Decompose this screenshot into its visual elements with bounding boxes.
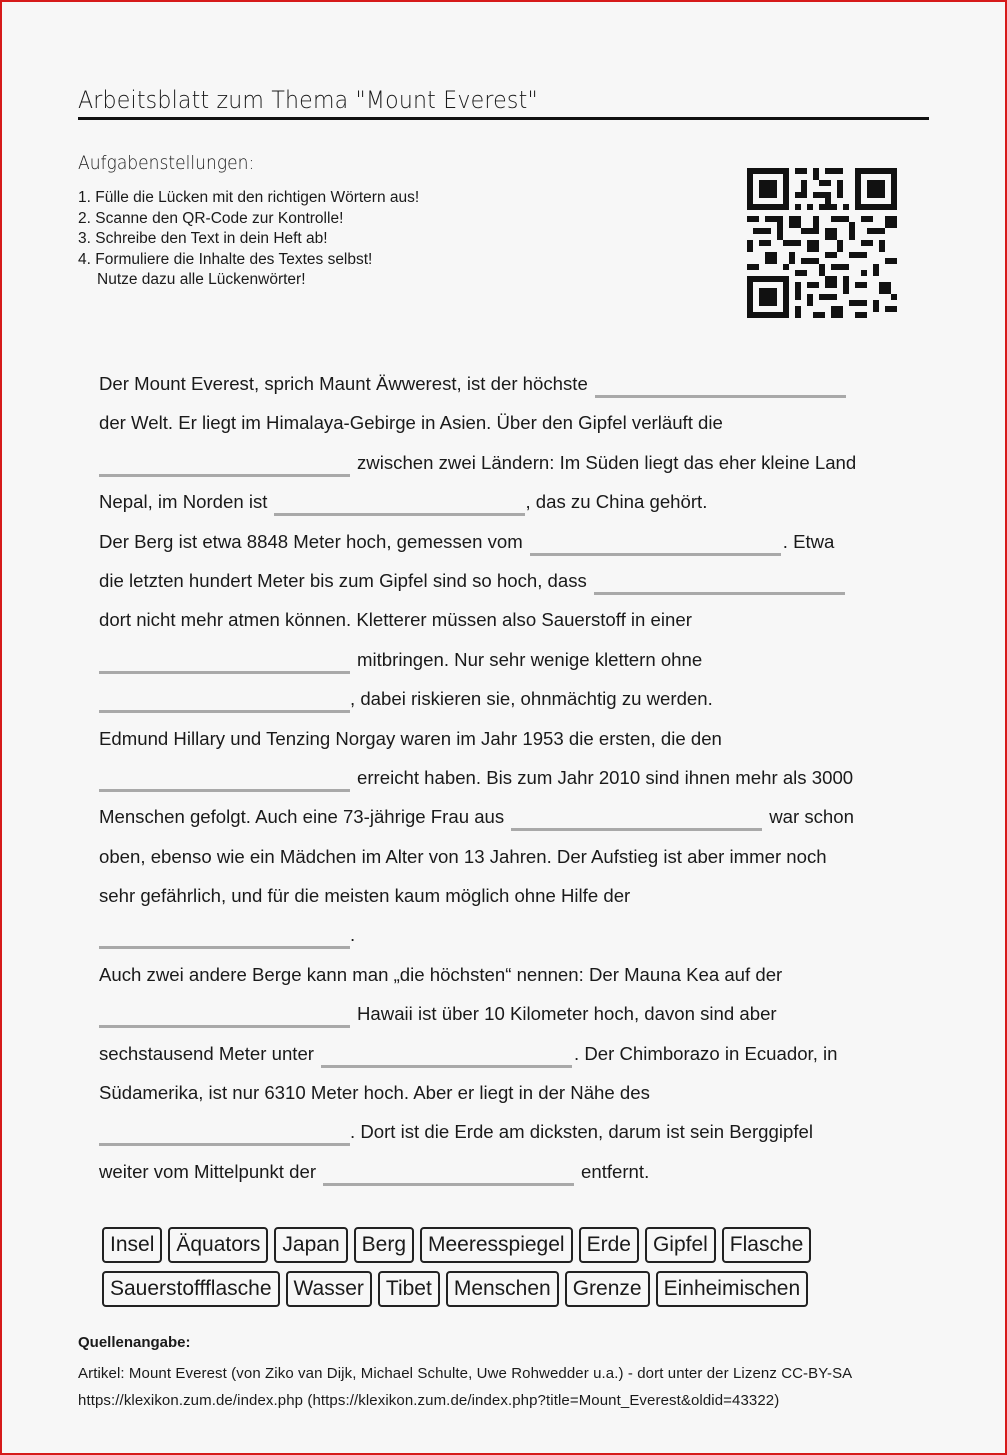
- page-title: Arbeitsblatt zum Thema "Mount Everest": [78, 86, 538, 114]
- text-line: erreicht haben. Bis zum Jahr 2010 sind ihnen mehr als 3000: [99, 762, 919, 801]
- text-line: Südamerika, ist nur 6310 Meter hoch. Aber er liegt in der Nähe des: [99, 1082, 650, 1104]
- task-list: [78, 188, 419, 291]
- source-heading: Quellenangabe:: [78, 1334, 191, 1351]
- word-chip[interactable]: Sauerstoffflasche: [102, 1271, 280, 1307]
- word-chip[interactable]: Flasche: [722, 1227, 812, 1263]
- text-line: sechstausend Meter unter . Der Chimborazo in Ecuador, in: [99, 1038, 919, 1077]
- word-chip[interactable]: Grenze: [565, 1271, 650, 1307]
- text-line: dort nicht mehr atmen können. Kletterer müssen also Sauerstoff in einer: [99, 609, 692, 631]
- blank-field[interactable]: [321, 1041, 572, 1068]
- cloze-text: [99, 368, 919, 1195]
- text-line: Hawaii ist über 10 Kilometer hoch, davon sind aber: [99, 998, 919, 1037]
- word-chip[interactable]: Meeresspiegel: [420, 1227, 573, 1263]
- title-divider: [78, 117, 929, 120]
- blank-field[interactable]: [99, 1001, 350, 1028]
- blank-field[interactable]: [530, 529, 781, 556]
- source-line: Artikel: Mount Everest (von Ziko van Dijk, Michael Schulte, Uwe Rohwedder u.a.) - dort unter der Lizenz CC-BY-SA: [78, 1365, 853, 1382]
- blank-field[interactable]: [323, 1159, 574, 1186]
- qr-code-icon: [747, 168, 897, 318]
- blank-field[interactable]: [99, 686, 350, 713]
- text-line: zwischen zwei Ländern: Im Süden liegt das eher kleine Land: [99, 447, 919, 486]
- text-line: , dabei riskieren sie, ohnmächtig zu werden.: [99, 683, 919, 722]
- word-chip[interactable]: Wasser: [286, 1271, 372, 1307]
- text-line: oben, ebenso wie ein Mädchen im Alter von 13 Jahren. Der Aufstieg ist aber immer noch: [99, 845, 827, 867]
- tasks-heading: Aufgabenstellungen:: [78, 152, 255, 174]
- text-line: die letzten hundert Meter bis zum Gipfel sind so hoch, dass: [99, 565, 919, 604]
- blank-field[interactable]: [99, 450, 350, 477]
- blank-field[interactable]: [595, 371, 846, 398]
- word-chip[interactable]: Berg: [354, 1227, 414, 1263]
- blank-field[interactable]: [511, 804, 762, 831]
- blank-field[interactable]: [99, 765, 350, 792]
- word-bank-row: [102, 1271, 862, 1307]
- blank-field[interactable]: [99, 647, 350, 674]
- text-line: .: [99, 919, 919, 958]
- word-chip[interactable]: Menschen: [446, 1271, 559, 1307]
- task-item: 3. Schreibe den Text in dein Heft ab!: [78, 230, 328, 248]
- task-item: 1. Fülle die Lücken mit den richtigen Wörtern aus!: [78, 189, 420, 206]
- word-chip[interactable]: Äquators: [168, 1227, 268, 1263]
- source-link[interactable]: https://klexikon.zum.de/index.php (https://klexikon.zum.de/index.php?title=Mount_Everest&oldid=43322): [78, 1392, 780, 1409]
- text-line: Nepal, im Norden ist , das zu China gehört.: [99, 486, 919, 525]
- text-line: . Dort ist die Erde am dicksten, darum ist sein Berggipfel: [99, 1116, 919, 1155]
- word-chip[interactable]: Erde: [579, 1227, 639, 1263]
- blank-field[interactable]: [99, 1119, 350, 1146]
- text-line: mitbringen. Nur sehr wenige klettern ohne: [99, 644, 919, 683]
- word-chip[interactable]: Insel: [102, 1227, 162, 1263]
- word-bank-row: [102, 1227, 862, 1263]
- source-citation: [78, 1360, 852, 1414]
- text-line: Edmund Hillary und Tenzing Norgay waren im Jahr 1953 die ersten, die den: [99, 727, 722, 749]
- word-chip[interactable]: Gipfel: [645, 1227, 716, 1263]
- text-line: der Welt. Er liegt im Himalaya-Gebirge in Asien. Über den Gipfel verläuft die: [99, 412, 723, 434]
- word-chip[interactable]: Japan: [274, 1227, 347, 1263]
- text-line: sehr gefährlich, und für die meisten kaum möglich ohne Hilfe der: [99, 885, 631, 907]
- blank-field[interactable]: [274, 489, 525, 516]
- word-chip[interactable]: Einheimischen: [656, 1271, 809, 1307]
- task-item: 2. Scanne den QR-Code zur Kontrolle!: [78, 209, 344, 227]
- text-line: Menschen gefolgt. Auch eine 73-jährige Frau aus war schon: [99, 801, 919, 840]
- word-chip[interactable]: Tibet: [378, 1271, 440, 1307]
- blank-field[interactable]: [594, 568, 845, 595]
- task-item: 4. Formuliere die Inhalte des Textes selbst!: [78, 250, 373, 268]
- task-item: Nutze dazu alle Lückenwörter!: [97, 271, 306, 289]
- word-bank: [102, 1227, 862, 1315]
- text-line: Auch zwei andere Berge kann man „die höchsten“ nennen: Der Mauna Kea auf der: [99, 963, 783, 985]
- blank-field[interactable]: [99, 922, 350, 949]
- text-line: Der Berg ist etwa 8848 Meter hoch, gemessen vom . Etwa: [99, 526, 919, 565]
- text-line: Der Mount Everest, sprich Maunt Äwwerest, ist der höchste: [99, 368, 919, 407]
- text-line: weiter vom Mittelpunkt der entfernt.: [99, 1156, 919, 1195]
